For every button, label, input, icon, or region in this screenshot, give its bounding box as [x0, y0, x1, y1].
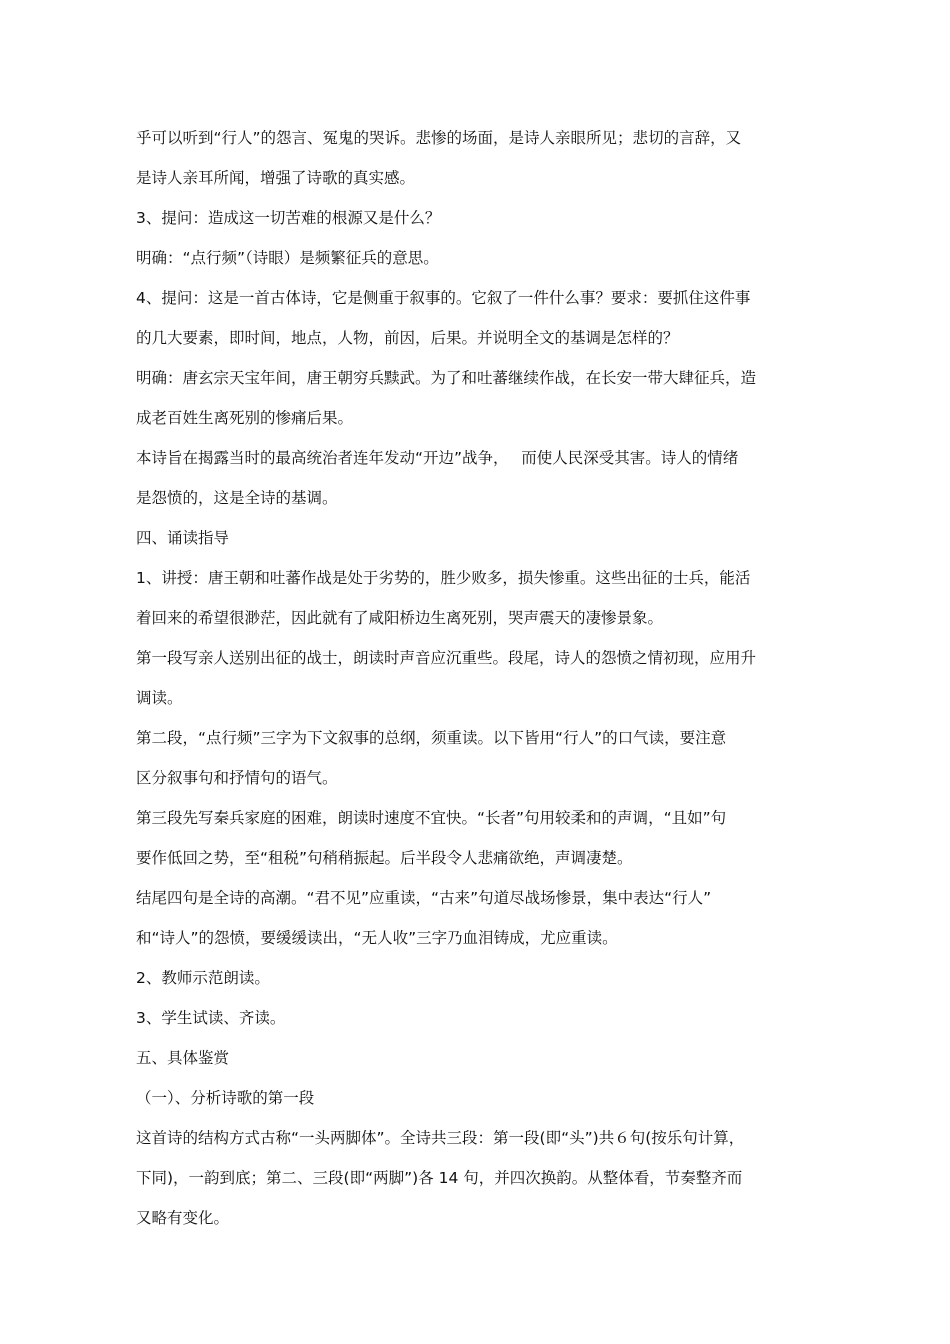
paragraph-line: 和“诗人”的怨愤，要缓缓读出，“无人收”三字乃血泪铸成，尤应重读。 — [136, 929, 618, 947]
paragraph-line: 3、学生试读、齐读。 — [136, 1009, 286, 1027]
paragraph-12 — [136, 878, 816, 958]
heading-line: （一）、分析诗歌的第一段 — [136, 1089, 315, 1107]
paragraph-10 — [136, 718, 816, 798]
paragraph-4 — [136, 278, 816, 358]
paragraph-line: 这首诗的结构方式古称“一头两脚体”。全诗共三段：第一段(即“头”)共６句(按乐句计算， — [136, 1129, 745, 1147]
paragraph-line: 第二段，“点行频”三字为下文叙事的总纲，须重读。以下皆用“行人”的口气读，要注意 — [136, 729, 727, 747]
paragraph-17 — [136, 1118, 816, 1238]
paragraph-line: 结尾四句是全诗的高潮。“君不见”应重读，“古来”句道尽战场惨景，集中表达“行人” — [136, 889, 712, 907]
paragraph-2 — [136, 198, 816, 238]
paragraph-line: 1、讲授：唐王朝和吐蕃作战是处于劣势的，胜少败多，损失惨重。这些出征的士兵，能活 — [136, 569, 751, 587]
paragraph-line: 着回来的希望很渺茫，因此就有了咸阳桥边生离死别，哭声震天的凄惨景象。 — [136, 609, 664, 627]
subsection-heading-1 — [136, 1078, 816, 1118]
paragraph-line: 4、提问：这是一首古体诗，它是侧重于叙事的。它叙了一件什么事？要求：要抓住这件事 — [136, 289, 751, 307]
heading-line: 四、诵读指导 — [136, 529, 230, 547]
heading-line: 五、具体鉴赏 — [136, 1049, 230, 1067]
paragraph-3 — [136, 238, 816, 278]
paragraph-line: 又略有变化。 — [136, 1209, 230, 1227]
paragraph-line: 要作低回之势，至“租税”句稍稍振起。后半段令人悲痛欲绝，声调凄楚。 — [136, 849, 633, 867]
paragraph-line: 3、提问：造成这一切苦难的根源又是什么？ — [136, 209, 441, 227]
paragraph-line: 本诗旨在揭露当时的最高统治者连年发动“开边”战争， 而使人民深受其害。诗人的情绪 — [136, 449, 739, 467]
paragraph-line: 2、教师示范朗读。 — [136, 969, 270, 987]
paragraph-line: 区分叙事句和抒情句的语气。 — [136, 769, 338, 787]
section-heading-5 — [136, 1038, 816, 1078]
paragraph-14 — [136, 998, 816, 1038]
paragraph-line: 第三段先写秦兵家庭的困难，朗读时速度不宜快。“长者”句用较柔和的声调，“且如”句 — [136, 809, 727, 827]
document-page — [136, 118, 816, 1238]
paragraph-line: 下同)，一韵到底；第二、三段(即“两脚”)各 14 句，并四次换韵。从整体看，节奏整齐而 — [136, 1169, 743, 1187]
paragraph-line: 的几大要素，即时间，地点，人物，前因，后果。并说明全文的基调是怎样的？ — [136, 329, 679, 347]
paragraph-1 — [136, 118, 816, 198]
paragraph-5 — [136, 358, 816, 438]
paragraph-line: 乎可以听到“行人”的怨言、冤鬼的哭诉。悲惨的场面，是诗人亲眼所见；悲切的言辞，又 — [136, 129, 742, 147]
paragraph-line: 明确：“点行频”（诗眼）是频繁征兵的意思。 — [136, 249, 439, 267]
paragraph-line: 明确：唐玄宗天宝年间，唐王朝穷兵黩武。为了和吐蕃继续作战，在长安一带大肆征兵，造 — [136, 369, 757, 387]
paragraph-11 — [136, 798, 816, 878]
paragraph-line: 是诗人亲耳所闻，增强了诗歌的真实感。 — [136, 169, 416, 187]
paragraph-line: 是怨愤的，这是全诗的基调。 — [136, 489, 338, 507]
paragraph-8 — [136, 558, 816, 638]
paragraph-line: 调读。 — [136, 689, 183, 707]
section-heading-4 — [136, 518, 816, 558]
paragraph-line: 第一段写亲人送别出征的战士，朗读时声音应沉重些。段尾，诗人的怨愤之情初现，应用升 — [136, 649, 757, 667]
paragraph-13 — [136, 958, 816, 998]
paragraph-line: 成老百姓生离死别的惨痛后果。 — [136, 409, 354, 427]
paragraph-9 — [136, 638, 816, 718]
paragraph-6 — [136, 438, 816, 518]
